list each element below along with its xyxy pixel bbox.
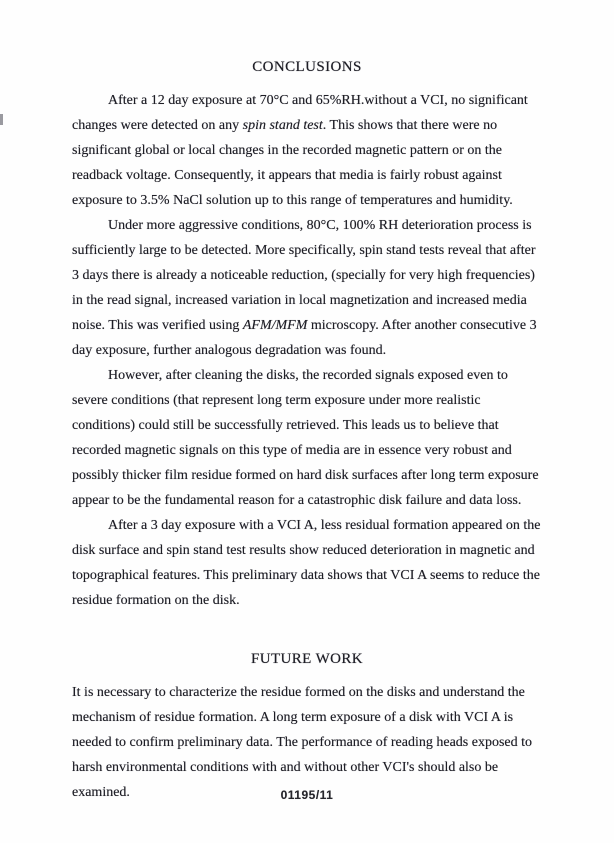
text-run: After a 12 day exposure at 70°C and 65%RH.without a VCI, no significant changes were detected on any xyxy=(72,93,528,133)
paragraph xyxy=(72,213,542,363)
page-footer xyxy=(0,786,614,804)
scan-artifact-mark xyxy=(0,114,3,125)
text-run: It is necessary to characterize the residue formed on the disks and understand the mechanism of residue formation. A long term exposure of a disk with VCI A is needed to confirm preliminary data. The performance of reading heads exposed to harsh environmental conditions with and without other VCI's should also be examined. xyxy=(72,685,533,800)
page-number: 01195/11 xyxy=(280,788,334,802)
italic-text-run: spin stand test xyxy=(242,118,323,133)
section-heading: FUTURE WORK xyxy=(250,651,364,667)
text-run: After a 3 day exposure with a VCI A, less residual formation appeared on the disk surface and spin stand test results show reduced deterioration in magnetic and topographical features. This preliminary data shows that VCI A seems to reduce the residue formation on the disk. xyxy=(72,518,541,608)
italic-text-run: AFM/MFM xyxy=(242,318,308,333)
document-content xyxy=(72,57,542,805)
text-run: . This shows that there were no significant global or local changes in the recorded magnetic pattern or on the readback voltage. Consequently, it appears that media is fairly robust against exposure to 3.5% NaCl solution up to this range of temperatures and humidity. xyxy=(72,118,513,208)
text-run: Under more aggressive conditions, 80°C, 100% RH deterioration process is sufficiently large to be detected. More specifically, spin stand tests reveal that after 3 days there is already a noticeable reduction, (specially for very high frequencies) in the read signal, increased variation in local magnetization and increased media noise. This was verified using xyxy=(72,218,536,333)
text-run: microscopy. After another consecutive 3 day exposure, further analogous degradation was found. xyxy=(72,318,537,358)
section-heading: CONCLUSIONS xyxy=(252,59,362,75)
paragraph xyxy=(72,513,542,613)
section-conclusions xyxy=(72,57,542,613)
section-future-work xyxy=(72,649,542,805)
paragraph xyxy=(72,88,542,213)
text-run: However, after cleaning the disks, the recorded signals exposed even to severe conditions (that represent long term exposure under more realistic conditions) could still be successfully retrieved. This leads us to believe that recorded magnetic signals on this type of media are in essence very robust and possibly thicker film residue formed on hard disk surfaces after long term exposure appear to be the fundamental reason for a catastrophic disk failure and data loss. xyxy=(72,368,539,508)
paragraph xyxy=(72,363,542,513)
